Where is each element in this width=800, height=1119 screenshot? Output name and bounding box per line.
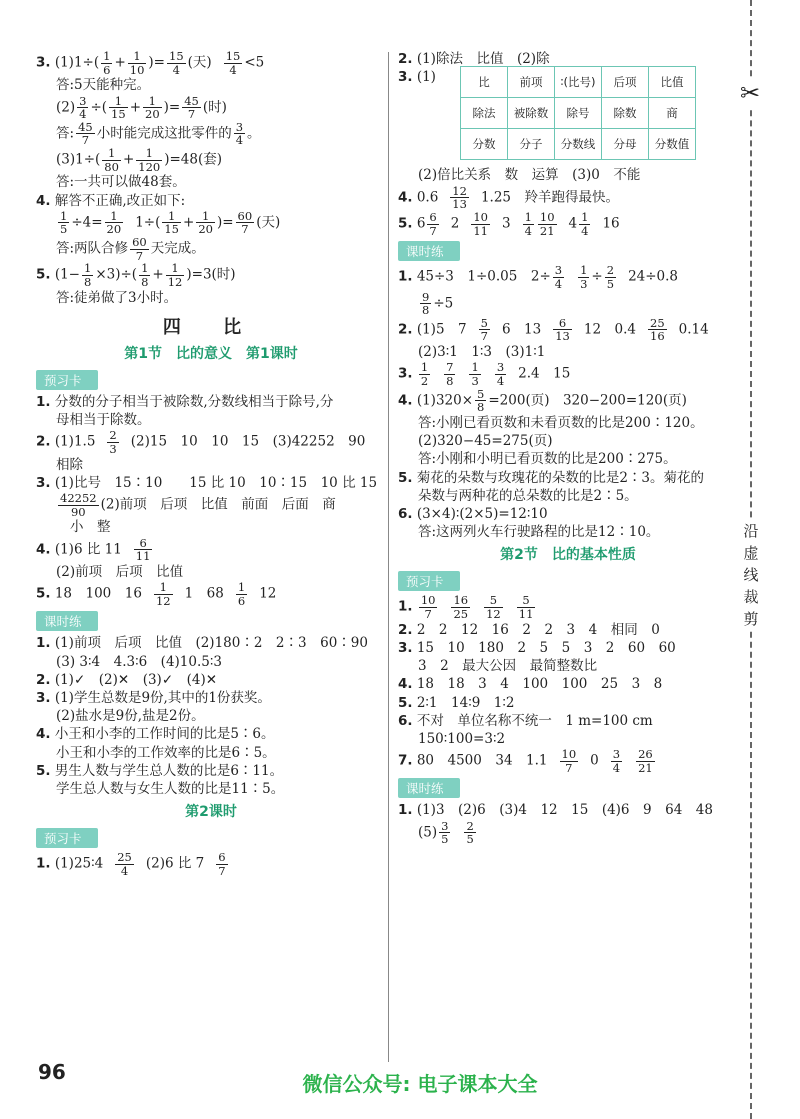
answer-line: 母相当于除数。 — [56, 412, 151, 429]
answer-line: (2)倍比关系 数 运算 (3)0 不能 — [418, 167, 641, 184]
table-row — [461, 129, 696, 160]
table-cell: 商 — [649, 98, 696, 129]
answer-line: $\frac{1}{5}$ ÷4= $\frac{1}{20}$ 1÷( $\frac{1}{15}$ + $\frac{1}{20}$ )= $\frac{60}{7}$ (天) — [60, 208, 281, 237]
answer-line: $\frac{9}{8}$ ÷5 — [422, 289, 454, 318]
table-cell: 后项 — [602, 67, 649, 98]
answer-line: 1. 分数的分子相当于被除数,分数线相当于除号,分 — [36, 393, 334, 410]
answer-line: 3. (1) — [398, 69, 436, 86]
answer-line: 3. (1)比号 15∶10 15 比 10 10∶15 10 比 15 — [36, 474, 378, 491]
left-column — [36, 50, 386, 878]
section-tag: 预习卡 — [36, 828, 98, 848]
answer-line: 4. 18 18 3 4 100 100 25 3 8 — [398, 676, 663, 693]
table-row — [461, 67, 696, 98]
answer-line: 5. 6 $\frac{6}{7}$ 2 $\frac{10}{11}$ 3 $\frac{1}{4}$ $\frac{10}{21}$ 4 $\frac{1}{4}$ 16 — [398, 209, 620, 238]
answer-line: 3. $\frac{1}{2}$ $\frac{7}{8}$ $\frac{1}{3}$ $\frac{3}{4}$ 2.4 15 — [398, 360, 571, 388]
answer-line: 2. 2 2 12 16 2 2 3 4 相同 0 — [398, 621, 660, 638]
answer-line: 答:两队合修 $\frac{60}{7}$ 天完成。 — [56, 235, 205, 263]
answer-line: 小 整 — [70, 519, 111, 536]
answer-line: 4. 0.6 $\frac{12}{13}$ 1.25 羚羊跑得最快。 — [398, 183, 619, 212]
table-cell: 前项 — [508, 67, 555, 98]
answer-line: (2)盐水是9份,盐是2份。 — [56, 708, 205, 725]
answer-line: 1. (1)3 (2)6 (3)4 12 15 (4)6 9 64 48 — [398, 802, 713, 819]
answer-line: 5. 菊花的朵数与玫瑰花的朵数的比是2∶3。菊花的 — [398, 469, 705, 486]
answer-line: (3)1÷( $\frac{1}{80}$ + $\frac{1}{120}$ )=48(套) — [56, 146, 222, 174]
answer-line: 学生总人数与女生人数的比是11∶5。 — [56, 781, 285, 798]
answer-line: 2. (1)除法 比值 (2)除 — [398, 51, 550, 67]
answer-line: 3. 15 10 180 2 5 5 3 2 60 60 — [398, 639, 676, 656]
ratio-table — [460, 66, 696, 160]
answer-line: 150∶100=3∶2 — [418, 730, 506, 747]
scissors-icon: ✂ — [736, 78, 764, 108]
column-divider — [388, 52, 389, 1062]
section-tag: 课时练 — [36, 611, 98, 631]
right-column — [398, 50, 738, 846]
table-cell: 除法 — [461, 98, 508, 129]
table-cell: 分数线 — [555, 129, 602, 160]
answer-line: 6. 不对 单位名称不统一 1 m=100 cm — [398, 712, 653, 729]
answer-line: 答: $\frac{45}{7}$ 小时能完成这批零件的 $\frac{3}{4}$ 。 — [56, 119, 261, 148]
answer-line: 2. (1)1.5 $\frac{2}{3}$ (2)15 10 10 15 (3)42252 90 — [36, 428, 366, 456]
answer-line: 7. 80 4500 34 1.1 $\frac{10}{7}$ 0 $\frac{3}{4}$ $\frac{26}{21}$ — [398, 747, 653, 775]
page-number: 96 — [38, 1060, 66, 1084]
answer-line: (2)320−45=275(页) — [418, 433, 553, 450]
section-tag: 课时练 — [398, 778, 460, 798]
answer-line: 5. (1− $\frac{1}{8}$ ×3)÷( $\frac{1}{8}$ + $\frac{1}{12}$ )=3(时) — [36, 261, 236, 289]
footer-watermark: 微信公众号: 电子课本大全 — [302, 1072, 538, 1096]
table-cell: 比值 — [649, 67, 696, 98]
table-cell: 除号 — [555, 98, 602, 129]
answer-line: 5. 18 100 16 $\frac{1}{12}$ 1 68 $\frac{1}{6}$ 12 — [36, 580, 277, 608]
answer-line: 答:5天能种完。 — [56, 77, 151, 94]
table-cell: 分数值 — [649, 129, 696, 160]
section-title: 第2课时 — [185, 804, 237, 821]
table-cell: 被除数 — [508, 98, 555, 129]
answer-line: 5. 2∶1 14∶9 1∶2 — [398, 694, 515, 711]
answer-line: 小王和小李的工作效率的比是6∶5。 — [56, 744, 276, 761]
answer-line: 答:徒弟做了3小时。 — [56, 289, 178, 306]
answer-line: 相除 — [56, 456, 83, 473]
section-tag: 预习卡 — [36, 370, 98, 390]
answer-line: 3 2 最大公因 最简整数比 — [418, 658, 598, 675]
answer-line: 答:小刚和小明已看页数的比是200∶275。 — [418, 451, 677, 468]
answer-line: 3. (1)1÷( $\frac{1}{6}$ + $\frac{1}{10}$ )= $\frac{15}{4}$ (天) $\frac{15}{4}$ <5 — [36, 49, 265, 77]
section-tag: 课时练 — [398, 241, 460, 261]
section-title: 第2节 比的基本性质 — [500, 547, 636, 564]
answer-line: (2)前项 后项 比值 — [56, 563, 184, 580]
answer-line: $\frac{42252}{90}$ (2)前项 后项 比值 前面 后面 商 — [60, 491, 336, 519]
table-cell: 分母 — [602, 129, 649, 160]
cut-instruction: 沿虚线裁剪 — [743, 522, 759, 628]
answer-line: 答:小刚已看页数和未看页数的比是200∶120。 — [418, 414, 704, 431]
answer-line: 1. (1)前项 后项 比值 (2)180∶2 2∶3 60∶90 — [36, 635, 368, 652]
answer-line: 2. (1)5 7 $\frac{5}{7}$ 6 13 $\frac{6}{13}$ 12 0.4 $\frac{25}{16}$ 0.14 — [398, 315, 709, 344]
answer-line: (5) $\frac{3}{5}$ $\frac{2}{5}$ — [418, 818, 474, 847]
answer-line: 1. (1)25∶4 $\frac{25}{4}$ (2)6 比 7 $\frac{6}{7}$ — [36, 850, 226, 878]
answer-line: (3) 3∶4 4.3∶6 (4)10.5∶3 — [56, 653, 222, 670]
answer-line: 朵数与两种花的总朵数的比是2∶5。 — [418, 487, 638, 504]
answer-line: 6. (3×4)∶(2×5)=12∶10 — [398, 505, 548, 522]
answer-line: 4. 小王和小李的工作时间的比是5∶6。 — [36, 726, 275, 743]
answer-line: 4. (1)6 比 11 $\frac{6}{11}$ — [36, 535, 151, 564]
answer-line: 3. (1)学生总数是9份,其中的1份获奖。 — [36, 689, 271, 706]
answer-line: 4. (1)320× $\frac{5}{8}$ =200(页) 320−200=120(页) — [398, 386, 687, 415]
table-cell: ∶(比号) — [555, 67, 602, 98]
table-cell: 比 — [461, 67, 508, 98]
answer-line: 2. (1)✓ (2)✕ (3)✓ (4)✕ — [36, 671, 218, 688]
table-cell: 除数 — [602, 98, 649, 129]
answer-line: 1. 45÷3 1÷0.05 2÷ $\frac{3}{4}$ $\frac{1}{3}$ ÷ $\frac{2}{5}$ 24÷0.8 — [398, 263, 679, 291]
answer-line: 答:这两列火车行驶路程的比是12∶10。 — [418, 524, 660, 541]
table-row — [461, 98, 696, 129]
answer-line: (2)3∶1 1∶3 (3)1∶1 — [418, 344, 546, 361]
section-tag: 预习卡 — [398, 571, 460, 591]
table-cell: 分子 — [508, 129, 555, 160]
table-cell: 分数 — [461, 129, 508, 160]
answer-line: 答:一共可以做48套。 — [56, 174, 186, 191]
chapter-title: 四 比 — [162, 316, 260, 338]
answer-line: 5. 男生人数与学生总人数的比是6∶11。 — [36, 762, 284, 779]
section-title: 第1节 比的意义 第1课时 — [124, 345, 298, 362]
answer-line: 4. 解答不正确,改正如下: — [36, 192, 186, 209]
answer-line: 1. $\frac{10}{7}$ $\frac{16}{25}$ $\frac{5}{12}$ $\frac{5}{11}$ — [398, 593, 534, 622]
answer-line: (2) $\frac{3}{4}$ ÷( $\frac{1}{15}$ + $\frac{1}{20}$ )= $\frac{45}{7}$ (时) — [56, 93, 227, 122]
